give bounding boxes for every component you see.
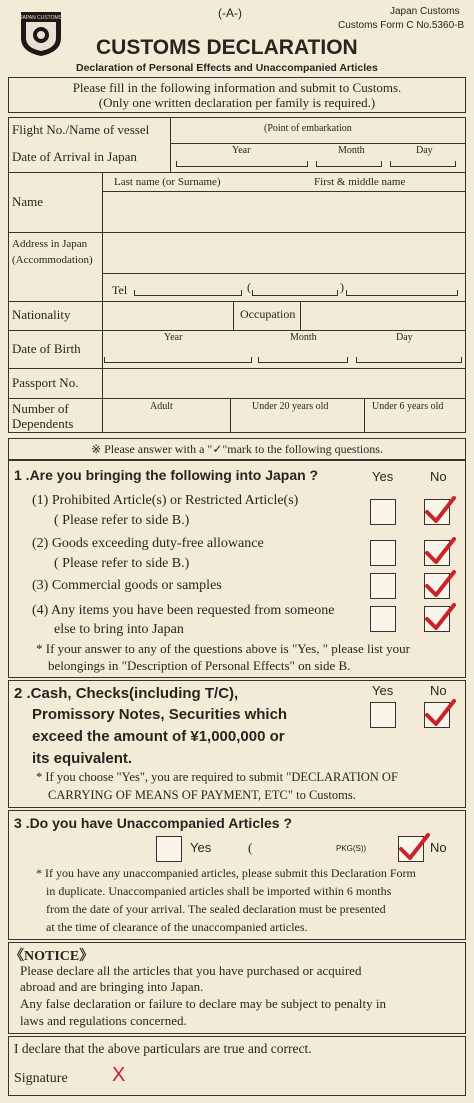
q2-line4: its equivalent. — [32, 750, 133, 767]
q3-yes-checkbox[interactable] — [156, 836, 182, 862]
nationality-input[interactable] — [106, 304, 230, 328]
arrival-day-field[interactable] — [390, 161, 456, 167]
q2-line1: 2 .Cash, Checks(including T/C), — [14, 685, 239, 702]
name-label: Name — [12, 194, 44, 209]
check-mark-icon — [423, 697, 457, 731]
q2-note-line2: CARRYING OF MEANS OF PAYMENT, ETC" to Customs. — [48, 788, 356, 802]
q1-item-1-line1: (1) Prohibited Article(s) or Restricted Article(s) — [32, 493, 299, 508]
under20-count-input[interactable] — [234, 414, 360, 432]
q1-item-1-yes-checkbox[interactable] — [370, 499, 396, 525]
embarkation-input[interactable] — [352, 119, 462, 141]
last-name-label: Last name (or Surname) — [114, 176, 221, 188]
q2-yes-checkbox[interactable] — [370, 702, 396, 728]
under6-label: Under 6 years old — [372, 401, 444, 412]
signature-mark: X — [112, 1064, 126, 1086]
dependents-label-2: Dependents — [12, 416, 74, 431]
q2-note-line1: * If you choose "Yes", you are required to submit "DECLARATION OF — [36, 770, 398, 784]
q1-item-2-line1: (2) Goods exceeding duty-free allowance — [32, 536, 264, 551]
q3-note-line3: from the date of your arrival. The sealed declaration must be presented — [46, 902, 386, 916]
check-mark-icon — [397, 831, 431, 865]
q3-no-checkbox[interactable] — [398, 836, 424, 862]
intro-line-2: (Only one written declaration per family is required.) — [98, 95, 376, 110]
adult-count-input[interactable] — [106, 414, 226, 432]
form-number: Customs Form C No.5360-B — [338, 20, 465, 31]
q1-yes-header: Yes — [372, 469, 394, 484]
address-input[interactable] — [106, 236, 462, 270]
page-tag: (-A-) — [218, 6, 242, 20]
declaration-text: I declare that the above particulars are true and correct. — [14, 1041, 312, 1056]
q1-item-3-line1: (3) Commercial goods or samples — [32, 578, 222, 593]
q3-paren-open: ( — [248, 840, 253, 855]
check-mark-icon — [423, 535, 457, 569]
check-mark-icon — [423, 494, 457, 528]
arrival-year-label: Year — [232, 145, 251, 156]
check-mark-icon — [423, 568, 457, 602]
q3-no-label: No — [430, 840, 447, 855]
q2-line3: exceed the amount of ¥1,000,000 or — [32, 728, 285, 745]
q1-item-3-no-checkbox[interactable] — [424, 573, 450, 599]
q1-item-1-no-checkbox[interactable] — [424, 499, 450, 525]
q1-item-4-line1: (4) Any items you have been requested from someone — [32, 603, 335, 618]
dob-month-label: Month — [290, 332, 317, 343]
signature-label: Signature — [14, 1071, 68, 1086]
tel-area-field[interactable] — [134, 290, 242, 296]
arrival-date-label: Date of Arrival in Japan — [12, 149, 137, 164]
q3-note-line1: * If you have any unaccompanied articles, please submit this Declaration Form — [36, 866, 416, 880]
tel-number-field[interactable] — [346, 290, 458, 296]
tel-middle-field[interactable] — [252, 290, 338, 296]
q3-pkg-label: PKG(S)) — [336, 844, 367, 853]
under6-count-input[interactable] — [368, 414, 462, 432]
dob-month-field[interactable] — [258, 357, 348, 363]
agency-label: Japan Customs — [390, 6, 460, 17]
dependents-label-1: Number of — [12, 401, 69, 416]
notice-line1: Please declare all the articles that you have purchased or acquired — [20, 963, 362, 978]
name-input[interactable] — [106, 195, 462, 229]
dob-label: Date of Birth — [12, 341, 81, 356]
arrival-month-label: Month — [338, 145, 365, 156]
q2-yes-header: Yes — [372, 683, 394, 698]
q1-title: 1 .Are you bringing the following into Japan ? — [14, 467, 319, 483]
q2-line2: Promissory Notes, Securities which — [32, 706, 288, 723]
dob-day-label: Day — [396, 332, 413, 343]
nationality-label: Nationality — [12, 307, 71, 322]
q1-item-2-line2: ( Please refer to side B.) — [54, 556, 190, 571]
notice-line2: abroad and are bringing into Japan. — [20, 979, 204, 994]
arrival-year-field[interactable] — [176, 161, 308, 167]
q1-note-line2: belongings in "Description of Personal Effects" on side B. — [48, 658, 351, 673]
q1-item-2-no-checkbox[interactable] — [424, 540, 450, 566]
q2-no-header: No — [430, 683, 447, 698]
q1-note-line1: * If your answer to any of the questions above is "Yes, " please list your — [36, 641, 410, 656]
q3-pkg-count-input[interactable] — [258, 838, 330, 858]
notice-line3: Any false declaration or failure to declare may be subject to penalty in — [20, 996, 387, 1011]
q1-no-header: No — [430, 469, 447, 484]
q2-no-checkbox[interactable] — [424, 702, 450, 728]
under20-label: Under 20 years old — [252, 401, 329, 412]
flight-input[interactable] — [174, 119, 260, 141]
embarkation-label: (Point of embarkation — [264, 123, 352, 134]
flight-label: Flight No./Name of vessel — [12, 122, 150, 137]
arrival-day-label: Day — [416, 145, 433, 156]
customs-seal-logo — [18, 8, 64, 58]
intro-line-1: Please fill in the following information and submit to Customs. — [72, 80, 402, 95]
address-label-1: Address in Japan — [12, 238, 88, 250]
form-title: CUSTOMS DECLARATION — [96, 36, 358, 59]
q1-item-3-yes-checkbox[interactable] — [370, 573, 396, 599]
dob-day-field[interactable] — [356, 357, 462, 363]
q1-item-2-yes-checkbox[interactable] — [370, 540, 396, 566]
occupation-input[interactable] — [304, 304, 462, 328]
signature-input[interactable] — [140, 1066, 460, 1092]
q3-note-line2: in duplicate. Unaccompanied articles shall be imported within 6 months — [46, 884, 392, 898]
notice-line4: laws and regulations concerned. — [20, 1013, 187, 1028]
q3-note-line4: at the time of clearance of the unaccompanied articles. — [46, 920, 308, 934]
arrival-month-field[interactable] — [316, 161, 382, 167]
adult-label: Adult — [150, 401, 173, 412]
q1-item-4-yes-checkbox[interactable] — [370, 606, 396, 632]
dob-year-field[interactable] — [104, 357, 252, 363]
check-mark-icon — [423, 601, 457, 635]
instruction-text: ※ Please answer with a "✓"mark to the following questions. — [91, 442, 383, 456]
notice-title: 《NOTICE》 — [10, 949, 94, 964]
tel-label: Tel — [112, 283, 128, 297]
q3-yes-label: Yes — [190, 840, 212, 855]
q1-item-1-line2: ( Please refer to side B.) — [54, 513, 190, 528]
passport-label: Passport No. — [12, 375, 79, 390]
q1-item-4-no-checkbox[interactable] — [424, 606, 450, 632]
q3-title: 3 .Do you have Unaccompanied Articles ? — [14, 815, 293, 831]
passport-input[interactable] — [106, 372, 462, 396]
dob-year-label: Year — [164, 332, 183, 343]
svg-text:JAPAN CUSTOMS: JAPAN CUSTOMS — [19, 15, 63, 21]
first-name-label: First & middle name — [314, 176, 406, 188]
form-subtitle: Declaration of Personal Effects and Unaccompanied Articles — [76, 62, 378, 74]
q1-item-4-line2: else to bring into Japan — [54, 622, 184, 637]
address-label-2: (Accommodation) — [12, 254, 93, 266]
occupation-label: Occupation — [240, 307, 296, 321]
